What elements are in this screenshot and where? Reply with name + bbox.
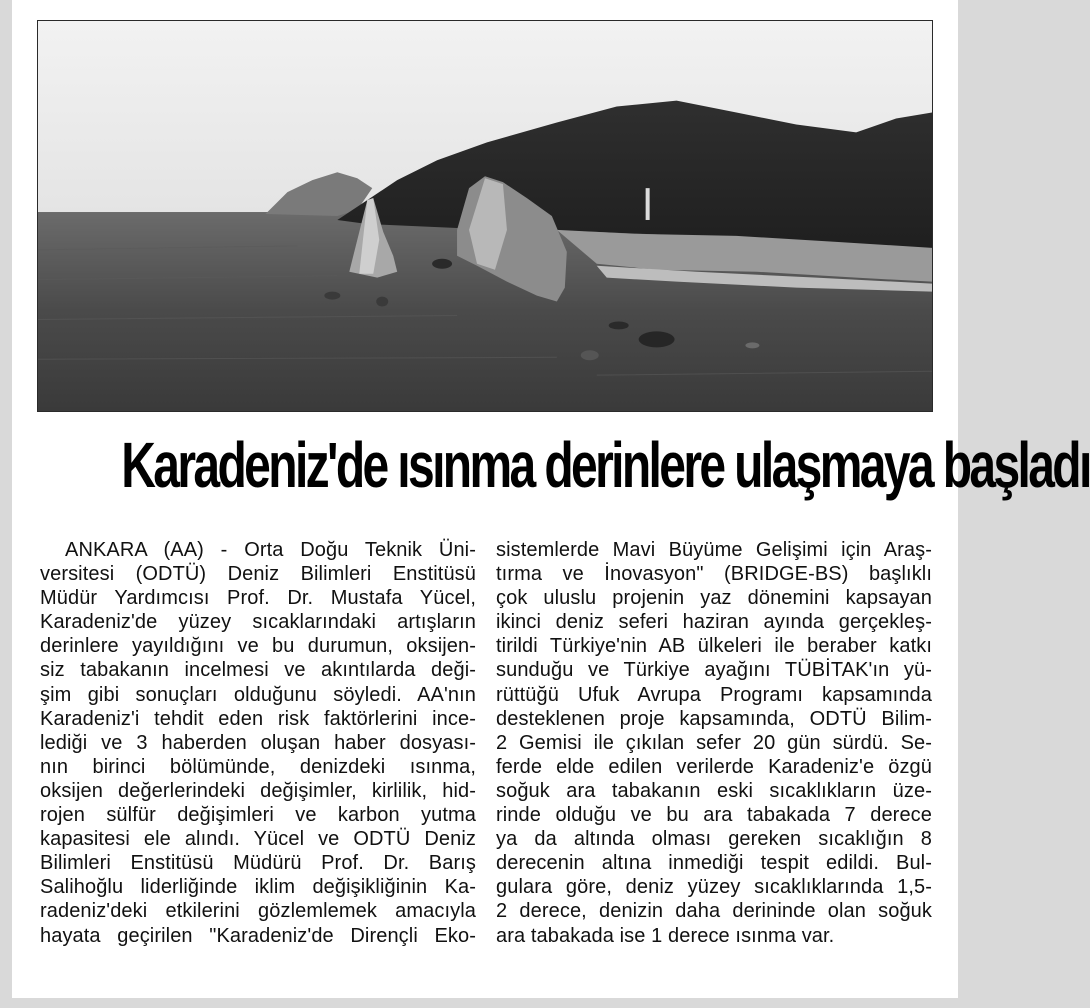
article-body-left [40, 538, 476, 948]
body-line: derinlere yayıldığını ve bu durumun, oksijen- [40, 635, 476, 658]
body-line: çok uluslu projenin yaz dönemini kapsayan [496, 587, 932, 610]
body-line: hayata geçirilen "Karadeniz'de Dirençli Eko- [40, 924, 476, 947]
body-line: tırma ve İnovasyon" (BRIDGE-BS) başlıklı [496, 563, 932, 586]
article-headline: Karadeniz'de ısınma derinlere ulaşmaya başladı [121, 429, 1090, 501]
body-line: tirildi Türkiye'nin AB ülkeleri ile beraber katkı [496, 635, 932, 658]
body-line: versitesi (ODTÜ) Deniz Bilimleri Enstitüsü [40, 563, 476, 586]
body-line: rüttüğü Ufuk Avrupa Programı kapsamında [496, 683, 932, 706]
body-line: siz tabakanın incelmesi ve akıntılarda deği- [40, 659, 476, 682]
body-line: sunduğu ve Türkiye ayağını TÜBİTAK'ın yü- [496, 659, 932, 682]
body-line: Karadeniz'i tehdit eden risk faktörlerini ince- [40, 707, 476, 730]
body-line: lediği ve 3 haberden oluşan haber dosyası- [40, 731, 476, 754]
body-line: şim gibi sonuçları olduğunu söyledi. AA'nın [40, 683, 476, 706]
body-line: radeniz'deki etkilerini gözlemlemek amacıyla [40, 900, 476, 923]
body-line: gulara göre, deniz yüzey sıcaklıklarında 1,5- [496, 876, 932, 899]
body-line: kapasitesi ele alındı. Yücel ve ODTÜ Deniz [40, 828, 476, 851]
body-line: ANKARA (AA) - Orta Doğu Teknik Üni- [65, 539, 476, 561]
body-line: derecenin altına inmediği tespit edildi. Bul- [496, 852, 932, 875]
body-line: ya da altında olması gereken sıcaklığın 8 [496, 828, 932, 851]
body-line: rojen sülfür değişimleri ve karbon yutma [40, 804, 476, 827]
body-line: oksijen değerlerindeki değişimler, kirlilik, hid- [40, 779, 476, 802]
body-line: ikinci deniz seferi haziran ayında gerçekleş- [496, 611, 932, 634]
body-line: Bilimleri Enstitüsü Müdürü Prof. Dr. Barış [40, 852, 476, 875]
body-line: 2 Gemisi ile çıkılan sefer 20 gün sürdü. Se- [496, 731, 932, 754]
body-line: 2 derece, denizin daha derininde olan soğuk [496, 900, 932, 923]
coastal-photo [37, 20, 933, 412]
body-line: sistemlerde Mavi Büyüme Gelişimi için Araş- [496, 539, 932, 561]
body-line: ara tabakada ise 1 derece ısınma var. [496, 924, 835, 947]
body-line: ferde elde edilen verilerde Karadeniz'e özgü [496, 755, 932, 778]
body-line: rinde olduğu ve bu ara tabakada 7 derece [496, 804, 932, 827]
body-line: Müdür Yardımcısı Prof. Dr. Mustafa Yücel, [40, 587, 476, 610]
body-line: soğuk ara tabakanın eski sıcaklıkların üze- [496, 779, 932, 802]
body-line: desteklenen proje kapsamında, ODTÜ Bilim- [496, 707, 932, 730]
body-line: Salihoğlu liderliğinde iklim değişikliğinin Ka- [40, 876, 476, 899]
body-line: Karadeniz'de yüzey sıcaklarındaki artışların [40, 611, 476, 634]
coastal-photo-image [38, 21, 932, 411]
body-line: nın birinci bölümünde, denizdeki ısınma, [40, 755, 476, 778]
article-body-right [496, 538, 932, 948]
